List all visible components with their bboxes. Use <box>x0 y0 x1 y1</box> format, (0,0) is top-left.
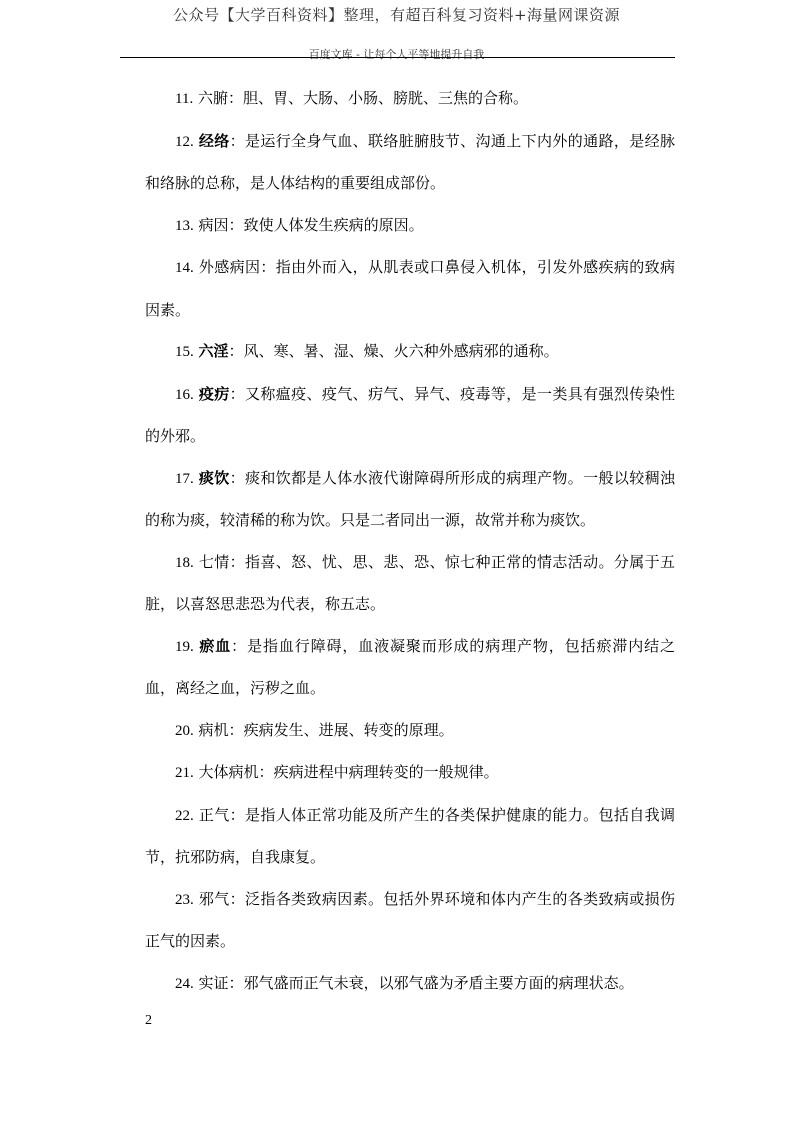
entry-term: 经络 <box>198 131 230 150</box>
entry-definition: 痰和饮都是人体水液代谢障碍所形成的病理产物。一般以较稠浊的称为痰，较清稀的称为饮。只是二者同出一源，故常并称为痰饮。 <box>145 468 675 529</box>
entry-term: 实证 <box>198 973 229 992</box>
entry-term: 七情 <box>198 552 230 571</box>
glossary-entry <box>145 963 675 1006</box>
entry-number: 20. <box>175 722 194 739</box>
glossary-entry <box>145 331 675 374</box>
entry-number: 16. <box>175 386 194 403</box>
entry-term: 痰饮 <box>198 468 230 487</box>
entry-definition: 又称瘟疫、疫气、疠气、异气、疫毒等，是一类具有强烈传染性的外邪。 <box>145 384 675 445</box>
entry-number: 18. <box>175 554 194 571</box>
entry-definition: 是运行全身气血、联络脏腑肢节、沟通上下内外的通路，是经脉和络脉的总称，是人体结构的重要组成部份。 <box>145 131 675 192</box>
entry-definition: 指由外而入，从肌表或口鼻侵入机体，引发外感疾病的致病因素。 <box>145 258 675 319</box>
entry-separator: ： <box>229 468 246 487</box>
entry-definition: 指喜、怒、忧、思、悲、恐、惊七种正常的情志活动。分属于五脏，以喜怒思悲恐为代表，称五志。 <box>145 552 675 613</box>
entry-term: 六腑 <box>197 89 228 107</box>
top-banner: 公众号【大学百科资料】整理，有超百科复习资料+海量网课资源 <box>172 6 621 24</box>
entry-definition: 是指血行障碍，血液凝聚而形成的病理产物，包括瘀滞内结之血，离经之血，污秽之血。 <box>145 636 675 697</box>
entry-separator: ： <box>229 889 246 908</box>
entry-term: 正气 <box>198 805 230 824</box>
entry-definition: 致使人体发生疾病的原因。 <box>243 215 424 234</box>
entry-term: 病机 <box>198 720 229 739</box>
glossary-entry <box>145 458 675 542</box>
entry-separator: ： <box>260 258 276 276</box>
entry-number: 11. <box>175 91 194 107</box>
entry-separator: ： <box>228 342 244 360</box>
entry-number: 13. <box>175 217 194 234</box>
entry-number: 24. <box>175 975 194 992</box>
document-subheader: 百度文库 - 让每个人平等地提升自我 <box>308 48 485 61</box>
entry-term: 病因 <box>198 215 229 234</box>
glossary-entry <box>145 247 675 331</box>
entry-separator: ： <box>228 973 244 992</box>
entry-definition: 胆、胃、大肠、小肠、膀胱、三焦的合称。 <box>243 89 529 107</box>
entry-separator: ： <box>228 720 244 739</box>
entry-separator: ： <box>229 552 246 571</box>
entry-definition: 是指人体正常功能及所产生的各类保护健康的能力。包括自我调节，抗邪防病，自我康复。 <box>145 805 675 866</box>
entry-term: 疫疠 <box>198 384 230 403</box>
entry-number: 17. <box>175 470 194 487</box>
entry-separator: ： <box>228 89 244 107</box>
entry-term: 六淫 <box>198 342 229 360</box>
entry-number: 14. <box>175 260 194 276</box>
entry-number: 21. <box>175 765 194 781</box>
page-number: 2 <box>145 1013 152 1028</box>
entry-term: 外感病因 <box>198 258 261 276</box>
entry-definition: 风、寒、暑、湿、燥、火六种外感病邪的通称。 <box>243 342 559 360</box>
glossary-entry <box>145 752 675 795</box>
glossary-entry <box>145 879 675 963</box>
entry-term: 瘀血 <box>199 636 232 655</box>
glossary-entry <box>145 626 675 710</box>
entry-separator: ： <box>231 636 248 655</box>
entry-number: 12. <box>175 133 194 150</box>
glossary-entry <box>145 78 675 121</box>
header-divider <box>120 57 675 58</box>
entry-separator: ： <box>229 384 246 403</box>
glossary-entry <box>145 374 675 458</box>
entry-term: 邪气 <box>198 889 230 908</box>
entry-number: 23. <box>175 891 194 908</box>
entry-number: 15. <box>175 344 194 360</box>
entry-definition: 疾病进程中病理转变的一般规律。 <box>273 763 499 781</box>
entry-definition: 邪气盛而正气未衰，以邪气盛为矛盾主要方面的病理状态。 <box>243 973 634 992</box>
glossary-entry <box>145 542 675 626</box>
glossary-entry <box>145 205 675 248</box>
entry-definition: 疾病发生、进展、转变的原理。 <box>243 720 454 739</box>
glossary-entry <box>145 795 675 879</box>
entry-number: 22. <box>175 807 194 824</box>
entry-number: 19. <box>175 638 194 655</box>
entry-separator: ： <box>229 805 246 824</box>
glossary-entry <box>145 121 675 205</box>
glossary-entry <box>145 710 675 753</box>
glossary-content <box>145 78 675 1005</box>
entry-separator: ： <box>228 215 244 234</box>
entry-separator: ： <box>229 131 246 150</box>
entry-definition: 泛指各类致病因素。包括外界环境和体内产生的各类致病或损伤正气的因素。 <box>145 889 675 950</box>
entry-separator: ： <box>258 763 274 781</box>
entry-term: 大体病机 <box>198 763 259 781</box>
